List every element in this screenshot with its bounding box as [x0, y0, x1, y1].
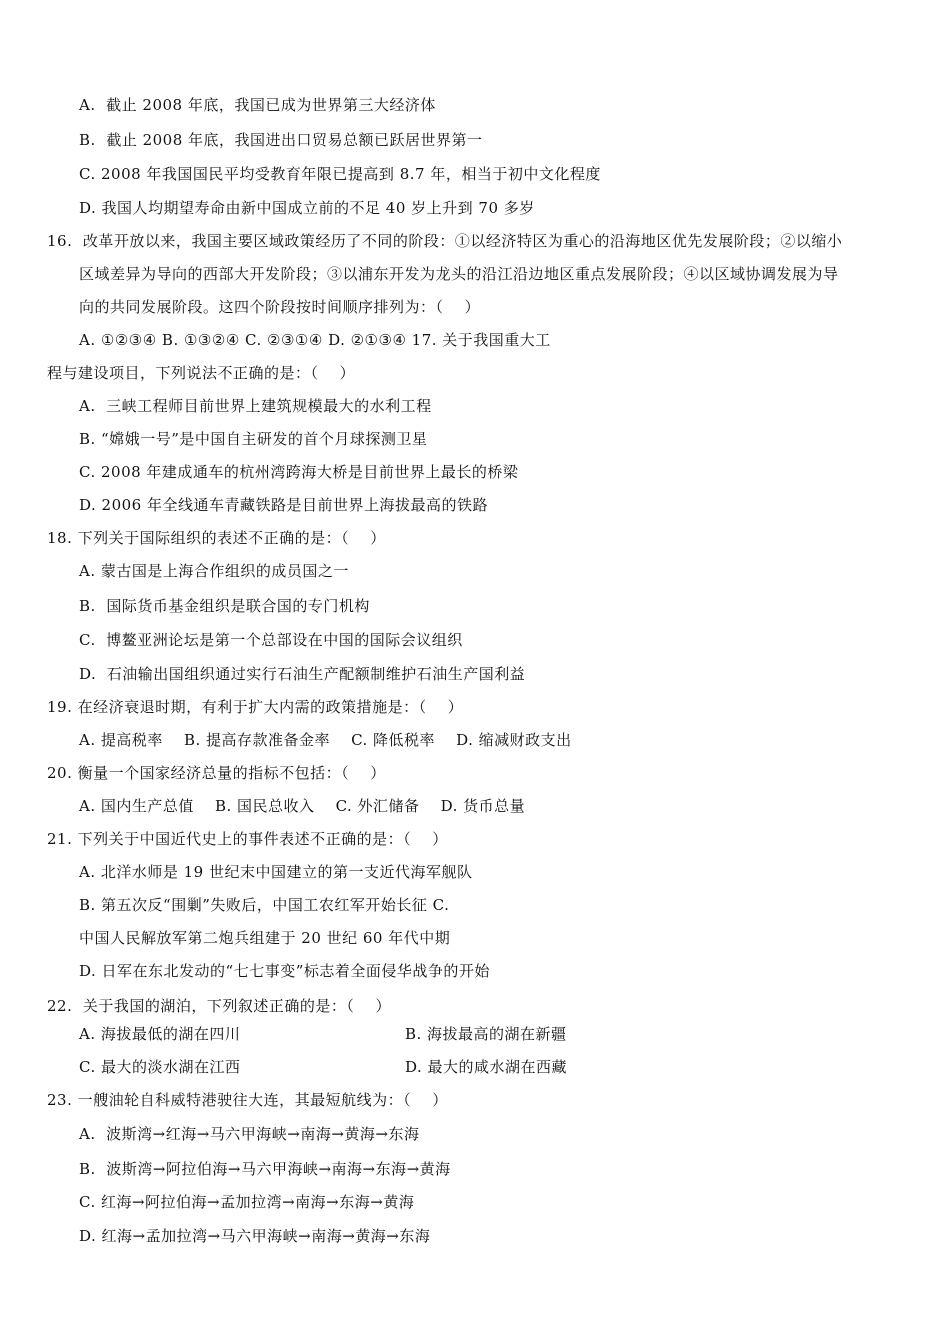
question-21-option-a: A. 北洋水师是 19 世纪末中国建立的第一支近代海军舰队 — [79, 863, 473, 881]
question-22-option-b: B. 海拔最高的湖在新疆 — [405, 1025, 567, 1043]
question-17-option-c: C. 2008 年建成通车的杭州湾跨海大桥是目前世界上最长的桥梁 — [79, 463, 519, 481]
question-22-option-c: C. 最大的淡水湖在江西 — [79, 1058, 241, 1076]
question-16-options-and-17-stem: A. ①②③④ B. ①③②④ C. ②③①④ D. ②①③④ 17. 关于我国重大工 — [79, 331, 551, 349]
question-19-stem: 19. 在经济衰退时期，有利于扩大内需的政策措施是：（ ） — [47, 698, 464, 716]
question-17-option-b: B. “嫦娥一号”是中国自主研发的首个月球探测卫星 — [79, 430, 428, 448]
question-22-option-d: D. 最大的咸水湖在西藏 — [405, 1058, 568, 1076]
question-19-options: A. 提高税率 B. 提高存款准备金率 C. 降低税率 D. 缩减财政支出 — [79, 731, 572, 749]
question-21-option-b: B. 第五次反“围剿”失败后，中国工农红军开始长征 C. — [79, 896, 450, 914]
question-21-stem: 21. 下列关于中国近代史上的事件表述不正确的是：（ ） — [47, 830, 448, 848]
question-15-option-a: A. 截止 2008 年底，我国已成为世界第三大经济体 — [79, 96, 436, 114]
question-17-option-a: A. 三峡工程师目前世界上建筑规模最大的水利工程 — [79, 397, 432, 415]
question-16-stem-line-2: 区域差异为导向的西部大开发阶段；③以浦东开发为龙头的沿江沿边地区重点发展阶段；④以区域协调发展为导 — [79, 265, 839, 283]
question-18-option-c: C. 博鳌亚洲论坛是第一个总部设在中国的国际会议组织 — [79, 631, 463, 649]
question-18-option-b: B. 国际货币基金组织是联合国的专门机构 — [79, 597, 370, 615]
question-20-stem: 20. 衡量一个国家经济总量的指标不包括：（ ） — [47, 764, 386, 782]
question-17-option-d: D. 2006 年全线通车青藏铁路是目前世界上海拔最高的铁路 — [79, 496, 488, 514]
question-18-option-d: D. 石油输出国组织通过实行石油生产配额制维护石油生产国利益 — [79, 665, 526, 683]
question-23-option-c: C. 红海→阿拉伯海→孟加拉湾→南海→东海→黄海 — [79, 1193, 415, 1211]
question-23-option-d: D. 红海→孟加拉湾→马六甲海峡→南海→黄海→东海 — [79, 1227, 431, 1245]
question-16-stem-line-3: 向的共同发展阶段。这四个阶段按时间顺序排列为：（ ） — [79, 298, 481, 316]
question-18-option-a: A. 蒙古国是上海合作组织的成员国之一 — [79, 562, 349, 580]
question-23-stem: 23. 一艘油轮自科威特港驶往大连，其最短航线为：（ ） — [47, 1091, 448, 1109]
question-15-option-c: C. 2008 年我国国民平均受教育年限已提高到 8.7 年，相当于初中文化程度 — [79, 165, 601, 183]
question-23-option-b: B. 波斯湾→阿拉伯海→马六甲海峡→南海→东海→黄海 — [79, 1160, 451, 1178]
question-15-option-d: D. 我国人均期望寿命由新中国成立前的不足 40 岁上升到 70 多岁 — [79, 199, 535, 217]
question-22-stem: 22. 关于我国的湖泊，下列叙述正确的是：（ ） — [47, 997, 391, 1015]
question-22-option-a: A. 海拔最低的湖在四川 — [79, 1025, 241, 1043]
question-20-options: A. 国内生产总值 B. 国民总收入 C. 外汇储备 D. 货币总量 — [79, 797, 526, 815]
question-21-option-d: D. 日军在东北发动的“七七事变”标志着全面侵华战争的开始 — [79, 962, 490, 980]
question-18-stem: 18. 下列关于国际组织的表述不正确的是：（ ） — [47, 529, 386, 547]
question-17-stem-continued: 程与建设项目，下列说法不正确的是：（ ） — [47, 364, 356, 382]
question-23-option-a: A. 波斯湾→红海→马六甲海峡→南海→黄海→东海 — [79, 1125, 420, 1143]
question-16-stem-line-1: 16. 改革开放以来，我国主要区域政策经历了不同的阶段：①以经济特区为重心的沿海地区优先发展阶段；②以缩小 — [47, 232, 843, 250]
question-15-option-b: B. 截止 2008 年底，我国进出口贸易总额已跃居世界第一 — [79, 131, 483, 149]
question-21-option-c: 中国人民解放军第二炮兵组建于 20 世纪 60 年代中期 — [79, 929, 451, 947]
